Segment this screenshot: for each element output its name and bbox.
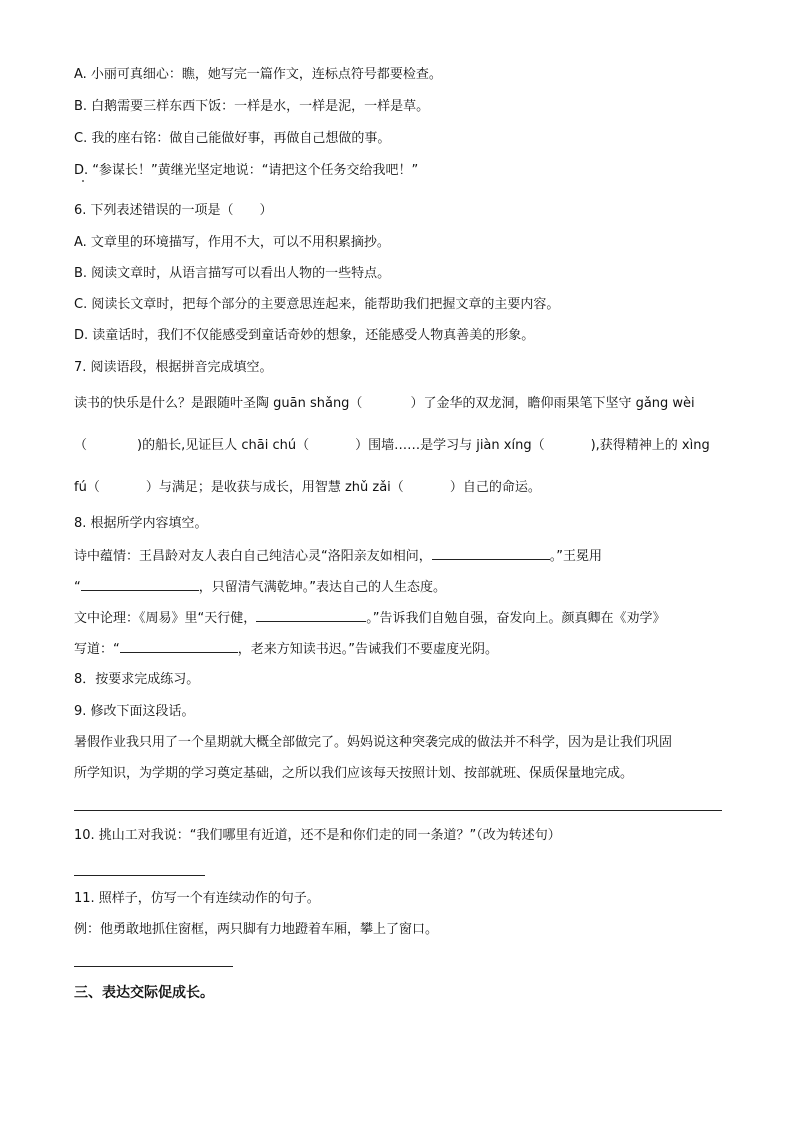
q6-stem: 6. 下列表述错误的一项是（ ） bbox=[74, 203, 273, 218]
q7-stem: 7. 阅读语段，根据拼音完成填空。 bbox=[74, 360, 273, 375]
fill-blank[interactable] bbox=[432, 545, 550, 560]
q7-passage-line-2: （ )的船长,见证巨人 chāi chú（ ）围墙……是学习与 jiàn xíng（ ),获得精神上的 xìng bbox=[74, 438, 710, 453]
q11-answer-line[interactable] bbox=[74, 966, 233, 967]
q9-paragraph-line-2: 所学知识，为学期的学习奠定基础，之所以我们应该每天按照计划、按部就班、保质保量地完成。 bbox=[74, 766, 634, 781]
q11-stem: 11. 照样子，仿写一个有连续动作的句子。 bbox=[74, 891, 320, 906]
q6-option-a: A. 文章里的环境描写，作用不大，可以不用积累摘抄。 bbox=[74, 235, 390, 250]
fill-blank[interactable] bbox=[256, 607, 366, 622]
stray-dot bbox=[82, 180, 84, 182]
fill-blank[interactable] bbox=[120, 638, 238, 653]
q8-line-2: “ ，只留清气满乾坤。”表达自己的人生态度。 bbox=[74, 576, 446, 598]
q8b-stem: 8．按要求完成练习。 bbox=[74, 672, 200, 687]
q8-line-1: 诗中蕴情：王昌龄对友人表白自己纯洁心灵“洛阳亲友如相问， 。”王冕用 bbox=[74, 545, 602, 567]
q7-passage-line-3: fú（ ）与满足；是收获与成长，用智慧 zhǔ zǎi（ ）自己的命运。 bbox=[74, 480, 541, 495]
q7-passage-line-1: 读书的快乐是什么？是跟随叶圣陶 guān shǎng（ ）了金华的双龙洞，瞻仰雨果笔下坚守 gǎng wèi bbox=[74, 396, 695, 411]
q8-line-3: 文中论理：《周易》里“天行健， 。”告诉我们自勉自强，奋发向上。颜真卿在《劝学》 bbox=[74, 607, 666, 629]
q8-line-4: 写道：“ ，老来方知读书迟。”告诫我们不要虚度光阴。 bbox=[74, 638, 498, 660]
q5-option-b: B. 白鹅需要三样东西下饭：一样是水，一样是泥，一样是草。 bbox=[74, 99, 430, 114]
q6-option-c: C. 阅读长文章时，把每个部分的主要意思连起来，能帮助我们把握文章的主要内容。 bbox=[74, 297, 560, 312]
q9-answer-line[interactable] bbox=[74, 810, 722, 811]
q8-stem: 8. 根据所学内容填空。 bbox=[74, 516, 208, 531]
q6-option-b: B. 阅读文章时，从语言描写可以看出人物的一些特点。 bbox=[74, 266, 391, 281]
q5-option-a: A. 小丽可真细心：瞧，她写完一篇作文，连标点符号都要检查。 bbox=[74, 67, 442, 82]
q9-paragraph-line-1: 暑假作业我只用了一个星期就大概全部做完了。妈妈说这种突袭完成的做法并不科学，因为是让我们巩固 bbox=[74, 735, 673, 750]
q9-stem: 9. 修改下面这段话。 bbox=[74, 704, 195, 719]
q10-answer-line[interactable] bbox=[74, 875, 205, 876]
q10-stem: 10. 挑山工对我说：“我们哪里有近道，还不是和你们走的同一条道？”（改为转述句） bbox=[74, 828, 561, 843]
q5-option-c: C. 我的座右铭：做自己能做好事，再做自己想做的事。 bbox=[74, 131, 391, 146]
q6-option-d: D. 读童话时，我们不仅能感受到童话奇妙的想象，还能感受人物真善美的形象。 bbox=[74, 328, 535, 343]
q11-example: 例：他勇敢地抓住窗框，两只脚有力地蹬着车厢，攀上了窗口。 bbox=[74, 922, 439, 937]
section-heading: 三、表达交际促成长。 bbox=[74, 985, 214, 1001]
q5-option-d: D. “参谋长！”黄继光坚定地说：“请把这个任务交给我吧！” bbox=[74, 163, 419, 178]
fill-blank[interactable] bbox=[81, 576, 199, 591]
